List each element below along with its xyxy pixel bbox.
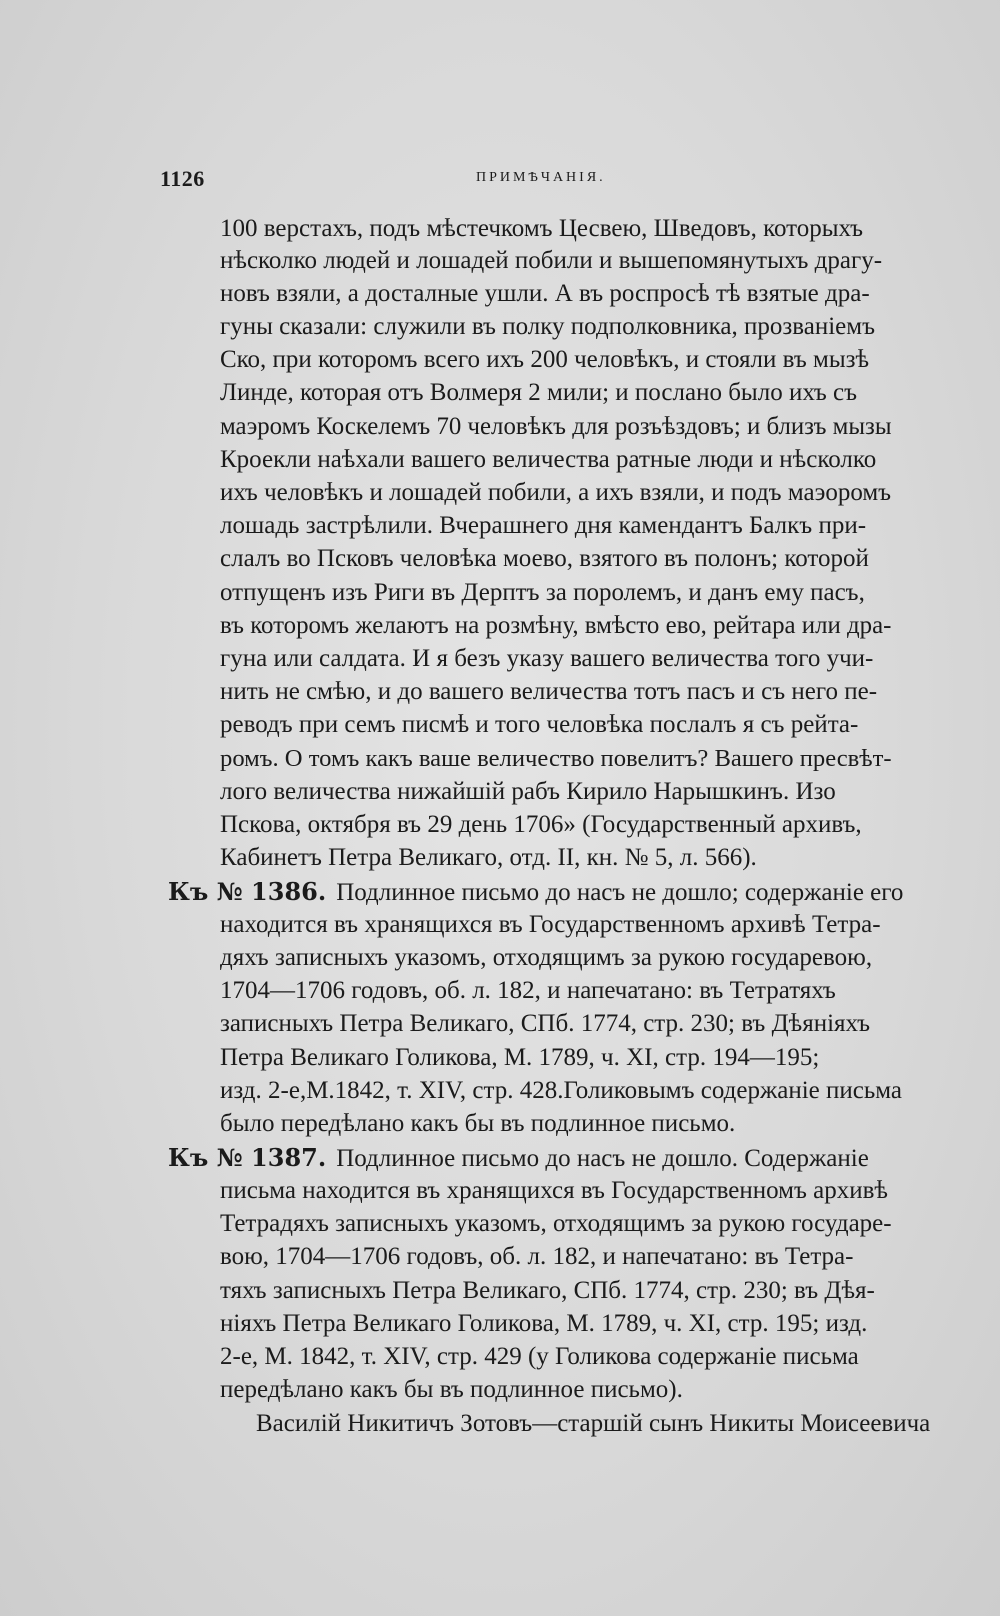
line-text: Кроекли наѣхали вашего величества ратные люди и нѣсколко [220, 446, 877, 473]
note-number-label: Къ № 1386. [168, 877, 327, 906]
text-line [220, 478, 892, 508]
line-text: Пскова, октября въ 29 день 1706» (Государственный архивъ, [220, 811, 862, 838]
text-line [220, 611, 892, 641]
line-text: Кабинетъ Петра Великаго, отд. II, кн. № 5, л. 566). [220, 844, 757, 871]
text-line [220, 1375, 683, 1405]
text-line [220, 1309, 914, 1339]
line-text: нѣсколко людей и лошадей побили и вышепомянутыхъ драгу- [220, 247, 883, 274]
note-heading-line [168, 1143, 914, 1173]
text-line [220, 677, 892, 707]
text-line [220, 644, 892, 674]
line-text: лошадь застрѣлили. Вчерашнего дня камендантъ Балкъ при- [220, 512, 867, 539]
text-line [220, 378, 892, 408]
text-line [220, 246, 892, 276]
line-text: было передѣлано какъ бы въ подлинное письмо. [220, 1110, 736, 1137]
line-text: 1704—1706 годовъ, об. л. 182, и напечатано: въ Тетратяхъ [220, 977, 836, 1004]
line-text: въ которомъ желаютъ на розмѣну, вмѣсто ево, рейтара или дра- [220, 612, 892, 639]
text-line [220, 943, 914, 973]
line-text: отпущенъ изъ Риги въ Дерптъ за поролемъ, и данъ ему пасъ, [220, 579, 865, 606]
line-text: Подлинное письмо до насъ не дошло; содержанiе его [336, 879, 904, 906]
line-text: слалъ во Псковъ человѣка моево, взятого въ полонъ; которой [220, 545, 869, 572]
text-line [220, 1209, 914, 1239]
line-text: Петра Великаго Голикова, М. 1789, ч. XI, стр. 194—195; [220, 1044, 820, 1071]
line-text: тяхъ записныхъ Петра Великаго, СПб. 1774, стр. 230; въ Дѣя- [220, 1277, 875, 1304]
text-line [256, 1409, 930, 1439]
line-text: нiяхъ Петра Великаго Голикова, М. 1789, ч. XI, стр. 195; изд. [220, 1310, 868, 1337]
text-line [220, 1242, 914, 1272]
text-line [220, 312, 892, 342]
text-line [220, 777, 892, 807]
line-text: реводъ при семъ писмѣ и того человѣка послалъ я съ рейта- [220, 711, 859, 738]
text-line [220, 279, 892, 309]
note-number-label: Къ № 1387. [168, 1143, 327, 1172]
text-line [220, 345, 892, 375]
running-title: ПРИМѢЧАНIЯ. [476, 170, 606, 185]
text-line [220, 810, 892, 840]
text-line [220, 412, 892, 442]
line-text: записныхъ Петра Великаго, СПб. 1774, стр. 230; въ Дѣянiяхъ [220, 1010, 870, 1037]
text-line [220, 710, 892, 740]
line-text: письма находится въ хранящихся въ Государственномъ архивѣ [220, 1177, 888, 1204]
line-text: Ско, при которомъ всего ихъ 200 человѣкъ, и стояли въ мызѣ [220, 346, 870, 373]
text-line [220, 976, 914, 1006]
text-line [220, 1276, 914, 1306]
text-line [220, 544, 892, 574]
text-line [220, 1043, 914, 1073]
line-text: Тетрадяхъ записныхъ указомъ, отходящимъ за рукою государе- [220, 1210, 892, 1237]
text-line [220, 445, 892, 475]
line-text: гуна или салдата. И я безъ указу вашего величества того учи- [220, 645, 874, 672]
line-text: изд. 2-е,М.1842, т. XIV, стр. 428.Голиковымъ содержанiе письма [220, 1077, 902, 1104]
note-heading-line [168, 877, 914, 907]
text-line [220, 1342, 914, 1372]
line-text: находится въ хранящихся въ Государственномъ архивѣ Тетра- [220, 911, 881, 938]
line-text: вою, 1704—1706 годовъ, об. л. 182, и напечатано: въ Тетра- [220, 1243, 854, 1270]
text-line [220, 1176, 914, 1206]
page-header [160, 166, 912, 196]
page-number: 1126 [160, 166, 205, 191]
text-line [220, 744, 892, 774]
line-text: маэромъ Коскелемъ 70 человѣкъ для розъѣздовъ; и близъ мызы [220, 413, 892, 440]
line-text: новъ взяли, а досталные ушли. А въ роспросѣ тѣ взятые дра- [220, 280, 870, 307]
text-line [220, 1109, 735, 1139]
line-text: Василiй Никитичъ Зотовъ—старшiй сынъ Никиты Моисеевича [256, 1410, 931, 1437]
text-line [220, 1076, 914, 1106]
line-text: лого величества нижайшiй рабъ Кирило Нарышкинъ. Изо [220, 778, 836, 805]
text-line [220, 843, 757, 873]
line-text: нить не смѣю, и до вашего величества тотъ пасъ и съ него пе- [220, 678, 878, 705]
line-text: 2-е, М. 1842, т. XIV, стр. 429 (у Голикова содержанiе письма [220, 1343, 859, 1370]
text-line [220, 910, 914, 940]
line-text: гуны сказали: служили въ полку подполковника, прозванiемъ [220, 313, 876, 340]
text-line [220, 578, 892, 608]
line-text: ихъ человѣкъ и лошадей побили, а ихъ взяли, и подъ маэоромъ [220, 479, 892, 506]
line-text: передѣлано какъ бы въ подлинное письмо). [220, 1376, 683, 1403]
line-text: ромъ. О томъ какъ ваше величество повелитъ? Вашего пресвѣт- [220, 745, 892, 772]
line-text: Линде, которая отъ Волмеря 2 мили; и послано было ихъ съ [220, 379, 858, 406]
text-line [220, 511, 892, 541]
line-text: дяхъ записныхъ указомъ, отходящимъ за рукою государевою, [220, 944, 873, 971]
line-text: Подлинное письмо до насъ не дошло. Содержанiе [336, 1145, 869, 1172]
line-text: 100 верстахъ, подъ мѣстечкомъ Цесвею, Шведовъ, которыхъ [220, 215, 864, 242]
text-line [220, 214, 892, 244]
text-line [220, 1009, 914, 1039]
